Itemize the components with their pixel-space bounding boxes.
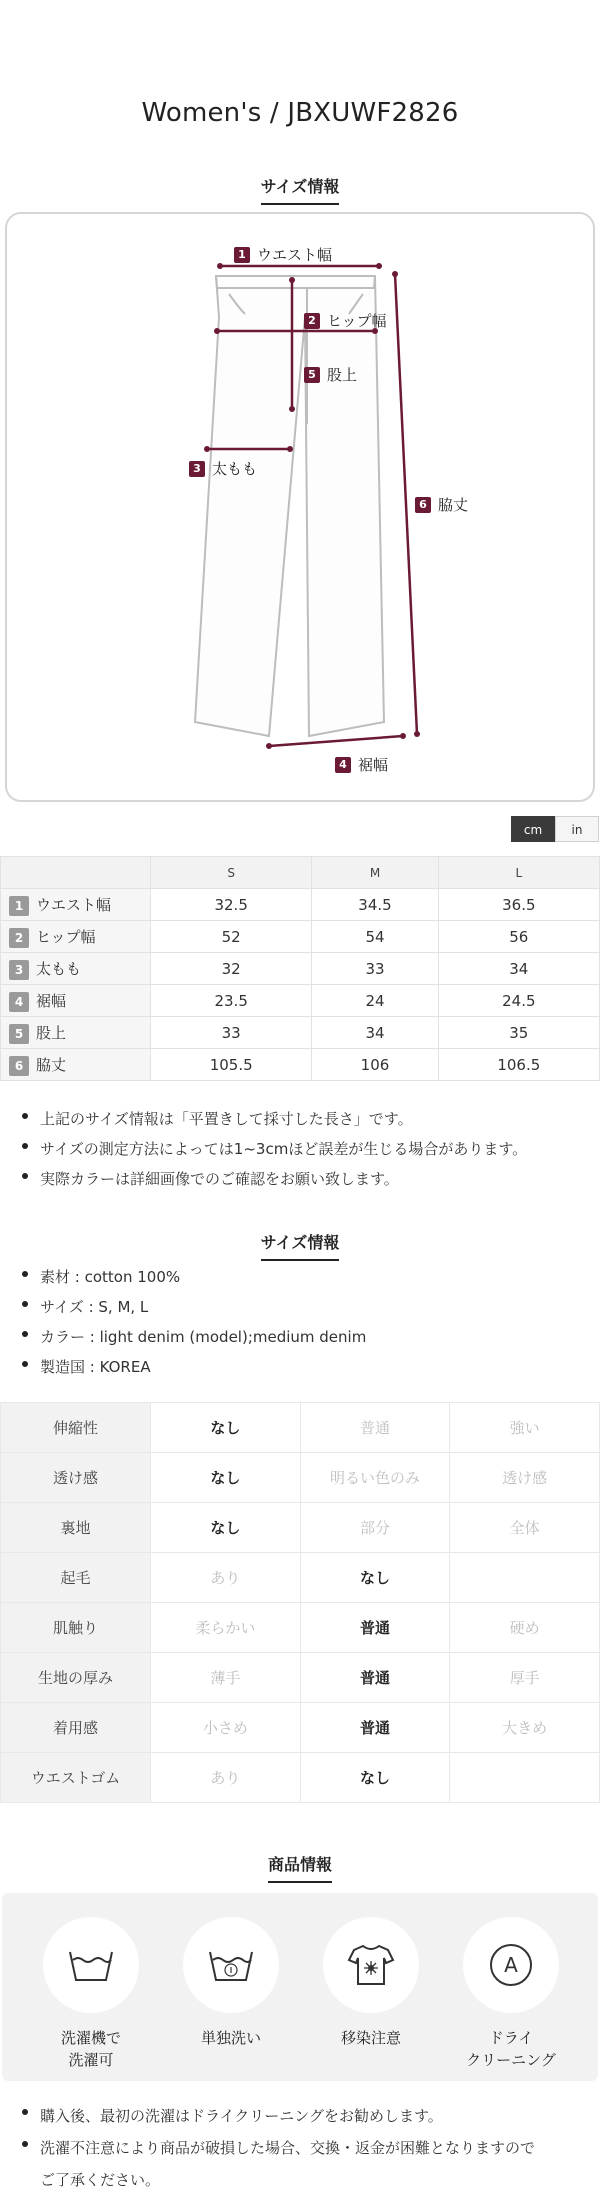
size-column-header: S [151, 857, 312, 889]
table-row [1, 1049, 600, 1081]
fabric-attribute-table [0, 1402, 600, 1803]
table-row [1, 921, 600, 953]
care-instructions [2, 1893, 598, 2081]
attribute-option: あり [151, 1753, 301, 1803]
table-cell: 24 [312, 985, 438, 1017]
table-cell: 52 [151, 921, 312, 953]
svg-text:A: A [504, 1953, 518, 1977]
table-row [1, 1753, 600, 1803]
table-cell: 34.5 [312, 889, 438, 921]
attribute-option: 普通 [300, 1653, 450, 1703]
table-row [1, 889, 600, 921]
row-label: 2 ヒップ幅 [1, 921, 151, 953]
attribute-option: なし [300, 1553, 450, 1603]
attribute-label: 着用感 [1, 1703, 151, 1753]
care-item-machine-wash: 洗濯機で 洗濯可 [41, 1917, 141, 2071]
material-info-heading: サイズ情報 [0, 1230, 600, 1261]
table-row [1, 1703, 600, 1753]
attribute-option: 明るい色のみ [300, 1453, 450, 1503]
list-item: 実際カラーは詳細画像でのご確認をお願い致します。 [22, 1164, 582, 1194]
attribute-option: 柔らかい [151, 1603, 301, 1653]
attribute-option: 薄手 [151, 1653, 301, 1703]
diagram-label-outseam: 6 脇丈 [415, 494, 468, 515]
diagram-label-rise: 5 股上 [304, 364, 357, 385]
diagram-label-hem: 4 裾幅 [335, 754, 388, 775]
table-row [1, 1017, 600, 1049]
size-info-heading: サイズ情報 [0, 174, 600, 205]
attribute-option: なし [300, 1753, 450, 1803]
table-cell: 32.5 [151, 889, 312, 921]
size-table [0, 856, 600, 1081]
diagram-label-waist: 1 ウエスト幅 [234, 244, 332, 265]
list-item: 洗濯不注意により商品が破損した場合、交換・返金が困難となりますので [22, 2132, 582, 2164]
attribute-option: 大きめ [450, 1703, 600, 1753]
care-item-dry-clean: A ドライ クリーニング [461, 1917, 561, 2071]
table-row [1, 1603, 600, 1653]
hand-wash-icon [206, 1940, 256, 1990]
list-item: カラー : light denim (model);medium denim [22, 1322, 582, 1352]
care-notes [22, 2100, 582, 2164]
diagram-label-thigh: 3 太もも [189, 458, 257, 479]
unit-cm-button[interactable]: cm [511, 816, 555, 842]
attribute-option: なし [151, 1403, 301, 1453]
table-cell: 106 [312, 1049, 438, 1081]
product-info-heading: 商品情報 [0, 1852, 600, 1883]
size-column-header: L [438, 857, 599, 889]
attribute-option: なし [151, 1503, 301, 1553]
machine-wash-icon [66, 1940, 116, 1990]
table-cell: 56 [438, 921, 599, 953]
attribute-label: 裏地 [1, 1503, 151, 1553]
table-row [1, 985, 600, 1017]
table-row [1, 1503, 600, 1553]
table-cell: 32 [151, 953, 312, 985]
table-cell: 23.5 [151, 985, 312, 1017]
attribute-label: 生地の厚み [1, 1653, 151, 1703]
table-cell: 24.5 [438, 985, 599, 1017]
attribute-label: 肌触り [1, 1603, 151, 1653]
size-column-header: M [312, 857, 438, 889]
table-cell: 54 [312, 921, 438, 953]
pants-illustration [7, 214, 597, 804]
table-cell: 105.5 [151, 1049, 312, 1081]
attribute-option: 全体 [450, 1503, 600, 1553]
table-row [1, 953, 600, 985]
product-title: Women's / JBXUWF2826 [141, 98, 459, 128]
attribute-option: 普通 [300, 1603, 450, 1653]
list-item: 製造国 : KOREA [22, 1352, 582, 1382]
table-row [1, 1453, 600, 1503]
care-item-hand-wash: 単独洗い [181, 1917, 281, 2049]
attribute-option: 部分 [300, 1503, 450, 1553]
attribute-option [450, 1553, 600, 1603]
table-cell: 106.5 [438, 1049, 599, 1081]
list-item: 素材 : cotton 100% [22, 1262, 582, 1292]
unit-toggle [511, 816, 599, 842]
table-cell: 36.5 [438, 889, 599, 921]
attribute-option: 強い [450, 1403, 600, 1453]
care-note-continuation: ご了承ください。 [40, 2171, 161, 2189]
attribute-option: あり [151, 1553, 301, 1603]
attribute-option: 普通 [300, 1403, 450, 1453]
list-item: サイズ : S, M, L [22, 1292, 582, 1322]
table-cell: 35 [438, 1017, 599, 1049]
table-cell: 33 [151, 1017, 312, 1049]
size-diagram [5, 212, 595, 802]
size-table-header [1, 857, 600, 889]
diagram-label-hip: 2 ヒップ幅 [304, 310, 387, 331]
table-cell: 34 [312, 1017, 438, 1049]
attribute-option: 厚手 [450, 1653, 600, 1703]
list-item: 上記のサイズ情報は「平置きして採寸した長さ」です。 [22, 1104, 582, 1134]
attribute-option: なし [151, 1453, 301, 1503]
row-label: 3 太もも [1, 953, 151, 985]
attribute-option [450, 1753, 600, 1803]
row-label: 4 裾幅 [1, 985, 151, 1017]
attribute-option: 小さめ [151, 1703, 301, 1753]
attribute-option: 硬め [450, 1603, 600, 1653]
attribute-label: ウエストゴム [1, 1753, 151, 1803]
table-row [1, 1553, 600, 1603]
list-item: 購入後、最初の洗濯はドライクリーニングをお勧めします。 [22, 2100, 582, 2132]
row-label: 6 脇丈 [1, 1049, 151, 1081]
table-row [1, 1653, 600, 1703]
row-label: 5 股上 [1, 1017, 151, 1049]
attribute-label: 透け感 [1, 1453, 151, 1503]
attribute-label: 伸縮性 [1, 1403, 151, 1453]
care-item-dye-transfer: 移染注意 [321, 1917, 421, 2049]
table-cell: 34 [438, 953, 599, 985]
row-label: 1 ウエスト幅 [1, 889, 151, 921]
table-row [1, 1403, 600, 1453]
attribute-option: 普通 [300, 1703, 450, 1753]
unit-in-button[interactable]: in [555, 816, 599, 842]
size-notes [22, 1104, 582, 1194]
table-cell: 33 [312, 953, 438, 985]
dye-transfer-icon [346, 1940, 396, 1990]
attribute-label: 起毛 [1, 1553, 151, 1603]
dry-clean-icon [486, 1940, 536, 1990]
attribute-option: 透け感 [450, 1453, 600, 1503]
list-item: サイズの測定方法によっては1~3cmほど誤差が生じる場合があります。 [22, 1134, 582, 1164]
material-list [22, 1262, 582, 1382]
